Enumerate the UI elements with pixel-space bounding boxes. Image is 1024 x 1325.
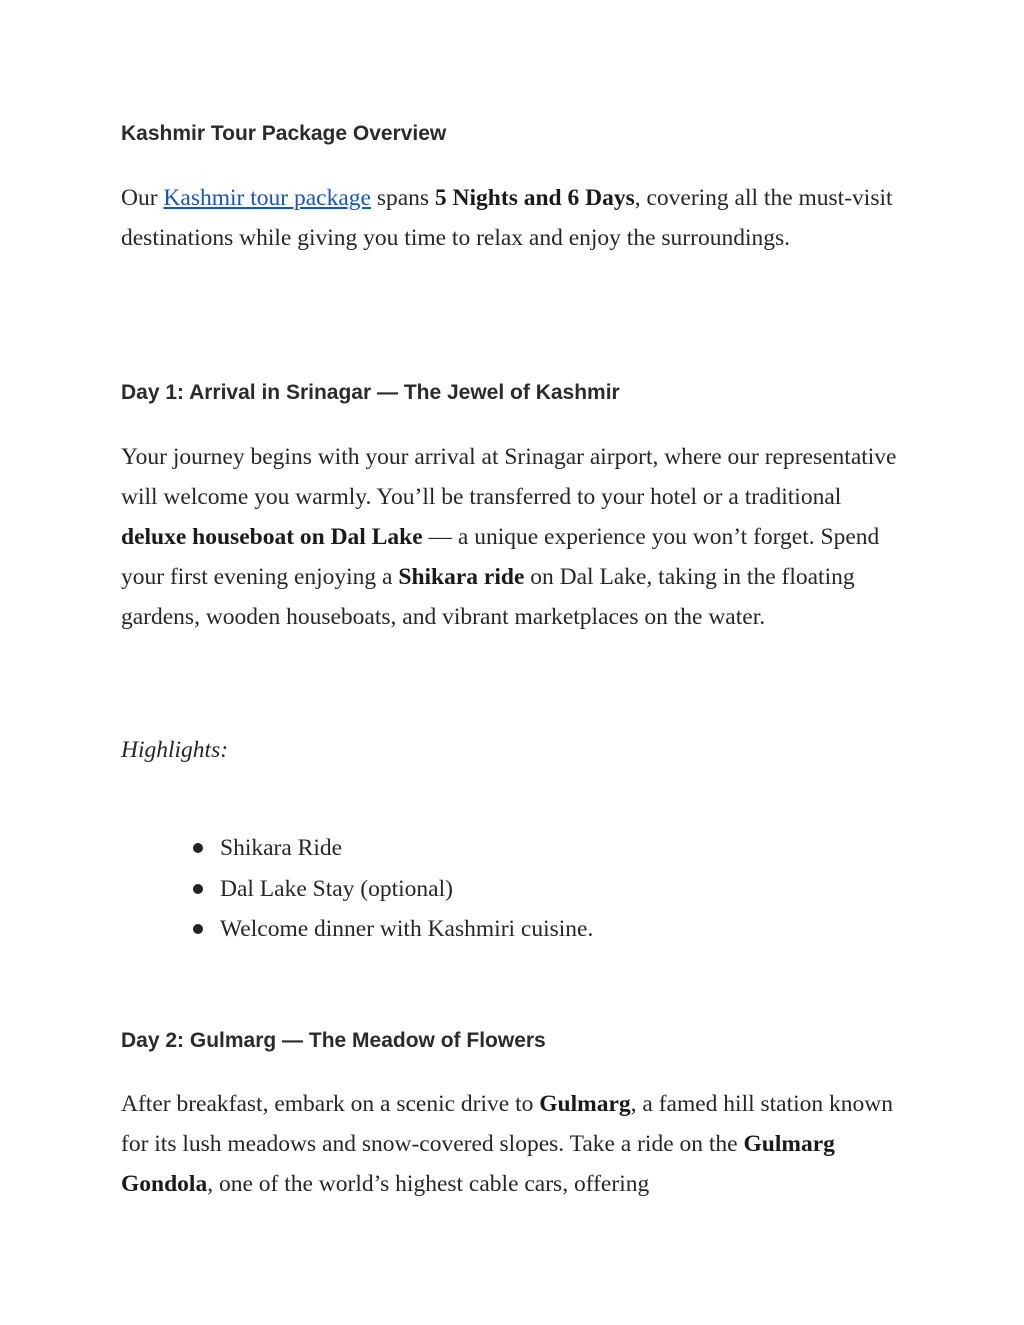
day2-text-1: After breakfast, embark on a scenic drive to <box>121 1091 540 1117</box>
day1-text-2: — a unique experience you won’t forget. Spend your first evening enjoying a <box>121 524 880 590</box>
list-item <box>190 828 593 869</box>
bullet-icon <box>193 924 203 934</box>
day1-text-3: on Dal Lake, taking in the floating gardens, wooden houseboats, and vibrant marketplaces on the water. <box>121 564 855 630</box>
day1-highlights-label: Highlights: <box>121 737 229 763</box>
day1-text-1: Your journey begins with your arrival at Srinagar airport, where our representative will welcome you warmly. You’ll be transferred to your hotel or a traditional <box>121 444 897 510</box>
day2-text-2: , a famed hill station known for its lush meadows and snow-covered slopes. Take a ride on the <box>121 1091 894 1157</box>
day1-highlights-list <box>190 828 593 950</box>
overview-text-end: , covering all the must-visit destinations while giving you time to relax and enjoy the surroundings. <box>121 185 893 251</box>
overview-paragraph <box>121 178 911 258</box>
day2-paragraph <box>121 1084 911 1204</box>
highlight-text: Shikara Ride <box>220 835 343 861</box>
day1-paragraph <box>121 437 911 637</box>
kashmir-tour-package-link[interactable]: Kashmir tour package <box>163 185 371 211</box>
day1-houseboat-bold: deluxe houseboat on Dal Lake <box>121 524 423 550</box>
day1-heading: Day 1: Arrival in Srinagar — The Jewel of Kashmir <box>121 381 620 404</box>
list-item <box>190 909 593 950</box>
overview-duration-bold: 5 Nights and 6 Days <box>434 185 635 211</box>
overview-heading: Kashmir Tour Package Overview <box>121 122 447 145</box>
day2-gondola-bold: Gulmarg Gondola <box>121 1131 835 1197</box>
day2-text-3: , one of the world’s highest cable cars, offering <box>207 1171 650 1197</box>
day2-heading: Day 2: Gulmarg — The Meadow of Flowers <box>121 1029 546 1052</box>
day1-shikara-bold: Shikara ride <box>398 564 525 590</box>
list-item <box>190 869 593 910</box>
bullet-icon <box>193 843 203 853</box>
bullet-icon <box>193 884 203 894</box>
day2-gulmarg-bold: Gulmarg <box>539 1091 631 1117</box>
highlight-text: Welcome dinner with Kashmiri cuisine. <box>220 916 594 942</box>
overview-text-mid: spans <box>370 185 435 211</box>
overview-text-start: Our <box>121 185 164 211</box>
highlight-text: Dal Lake Stay (optional) <box>220 875 453 902</box>
